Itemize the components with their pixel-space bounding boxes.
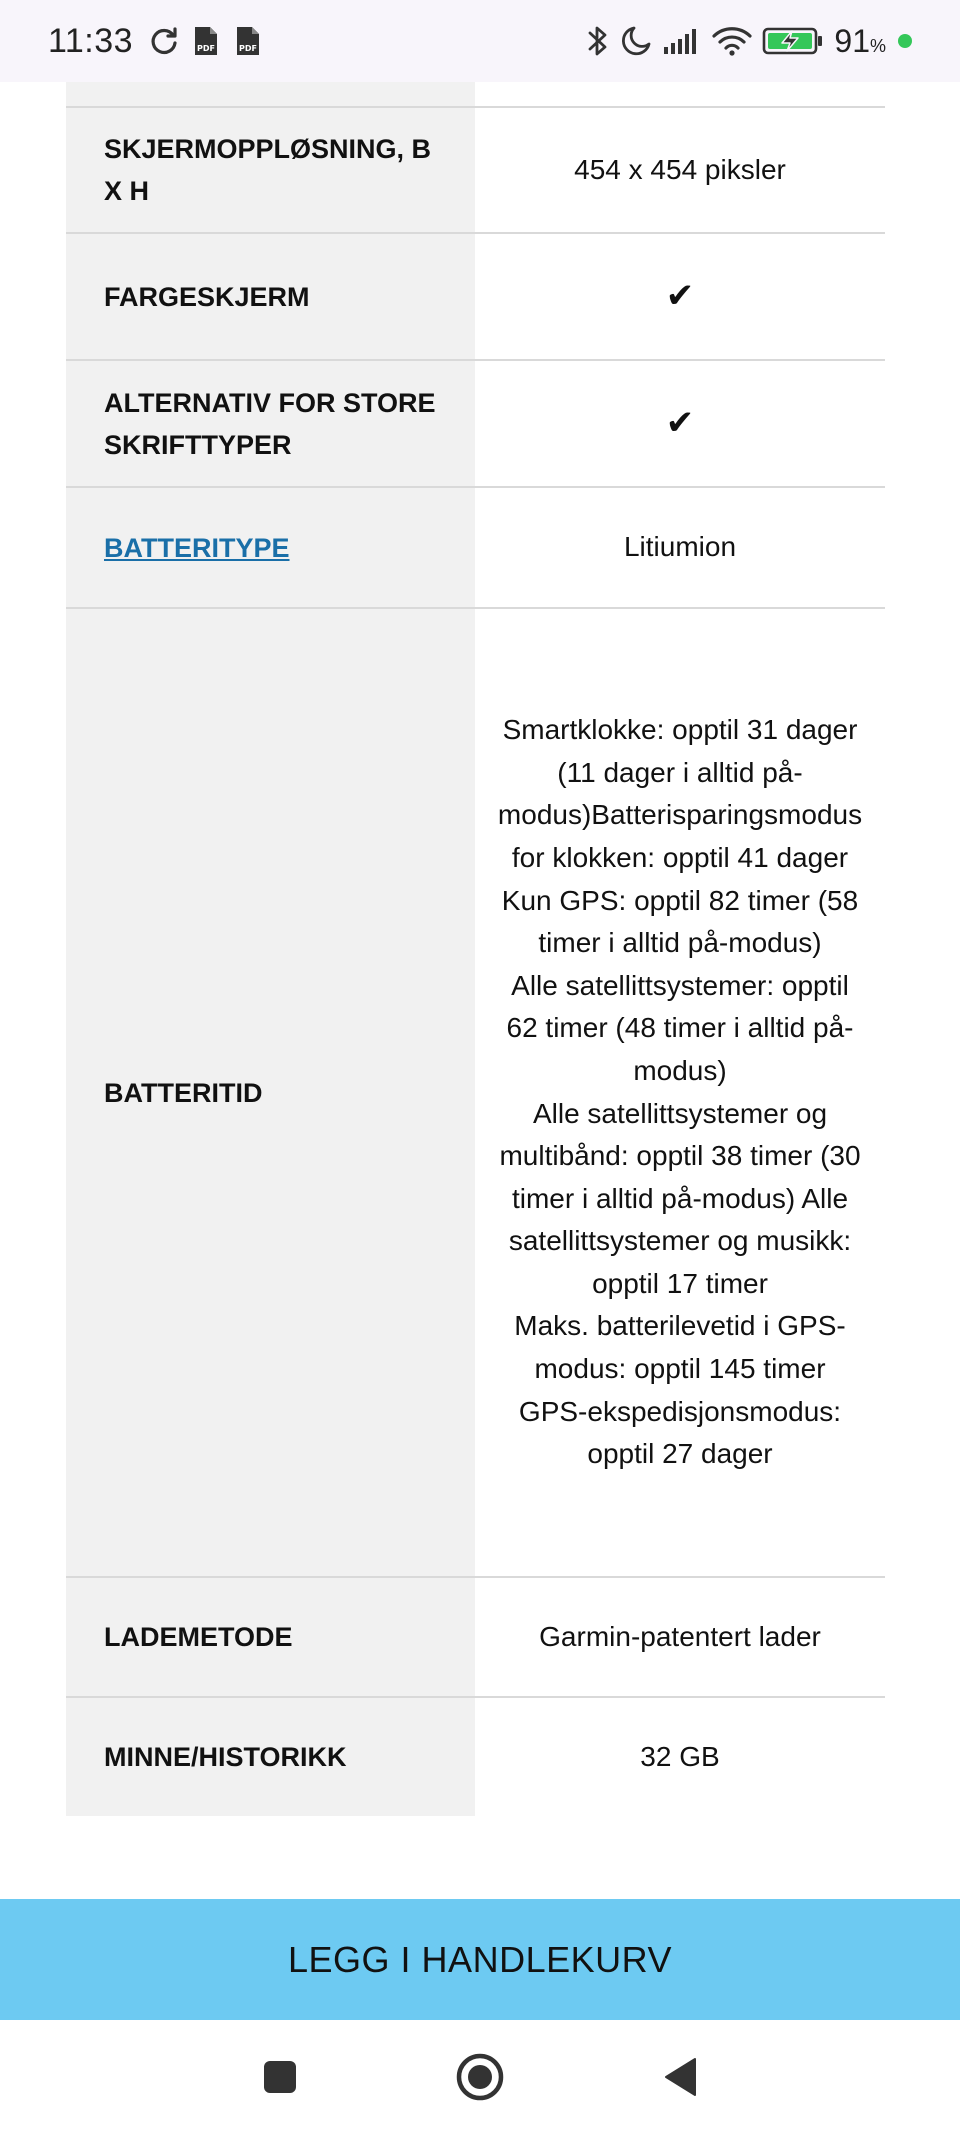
table-row: [66, 1698, 885, 1816]
sync-icon: [149, 26, 179, 56]
table-row-partial: [66, 82, 885, 108]
battery-charging-icon: [762, 26, 824, 56]
battery-type-link[interactable]: BATTERITYPE: [104, 532, 290, 563]
spec-label: ALTERNATIV FOR STORE SKRIFTTYPER: [66, 361, 475, 486]
spec-label: FARGESKJERM: [66, 234, 475, 359]
spec-value: 32 GB: [640, 1740, 720, 1772]
pdf-file-icon: [233, 25, 263, 57]
recent-apps-square-icon[interactable]: [250, 2047, 310, 2107]
svg-text:PDF: PDF: [197, 44, 216, 53]
spec-value: [475, 234, 885, 359]
pdf-file-icon: [191, 25, 221, 57]
status-bar: [0, 0, 960, 82]
table-row: [66, 609, 885, 1578]
bluetooth-icon: [586, 24, 610, 58]
home-circle-icon[interactable]: [450, 2047, 510, 2107]
status-left-icons: [149, 25, 263, 57]
status-time: 11:33: [48, 21, 134, 60]
back-triangle-icon[interactable]: [650, 2047, 710, 2107]
wifi-icon: [712, 26, 752, 56]
status-right-icons: [586, 0, 912, 82]
do-not-disturb-moon-icon: [620, 25, 652, 57]
table-row: [66, 234, 885, 361]
system-navigation-bar: [0, 2020, 960, 2134]
battery-life-text: [498, 709, 862, 1476]
specifications-table: [66, 82, 885, 1816]
spec-value: [475, 361, 885, 486]
checkmark-icon: ✔: [665, 404, 695, 443]
privacy-indicator-dot: [898, 34, 912, 48]
cellular-signal-icon: [662, 27, 702, 55]
spec-label: LADEMETODE: [66, 1578, 475, 1696]
spec-value: [475, 609, 885, 1576]
battery-life-line: Alle satellittsystemer: opptil 62 timer (48 timer i alltid på-modus): [506, 969, 854, 1086]
spec-label-cell: [66, 488, 475, 607]
table-row: [66, 1578, 885, 1698]
spec-value-cell: [475, 82, 885, 106]
spec-value: Litiumion: [623, 531, 737, 563]
spec-label: BATTERITID: [66, 609, 475, 1576]
battery-life-line: GPS-ekspedisjonsmodus: opptil 27 dager: [518, 1395, 842, 1470]
add-to-cart-button[interactable]: LEGG I HANDLEKURV: [0, 1899, 960, 2020]
battery-percentage: 91%: [834, 22, 886, 59]
table-row: [66, 108, 885, 234]
table-row: [66, 361, 885, 488]
battery-life-line: Kun GPS: opptil 82 timer (58 timer i alltid på-modus): [501, 884, 859, 959]
spec-label-cell: [66, 82, 475, 106]
spec-value: 454 x 454 piksler: [574, 153, 786, 185]
table-row: [66, 488, 885, 609]
battery-life-line: Smartklokke: opptil 31 dager (11 dager i alltid på-modus)Batterisparingsmodus for klokken: opptil 41 dager: [497, 714, 863, 873]
battery-life-line: Alle satellittsystemer og multibånd: opptil 38 timer (30 timer i alltid på-modus) Alle satellittsystemer og musikk: opptil 17 timer: [499, 1097, 861, 1299]
checkmark-icon: ✔: [665, 277, 695, 316]
battery-life-line: Maks. batterilevetid i GPS-modus: opptil 145 timer: [514, 1310, 846, 1385]
spec-label: MINNE/HISTORIKK: [66, 1698, 475, 1816]
spec-value: Garmin-patentert lader: [539, 1620, 821, 1652]
svg-text:PDF: PDF: [239, 44, 258, 53]
spec-label: SKJERMOPPLØSNING, B X H: [66, 108, 475, 232]
